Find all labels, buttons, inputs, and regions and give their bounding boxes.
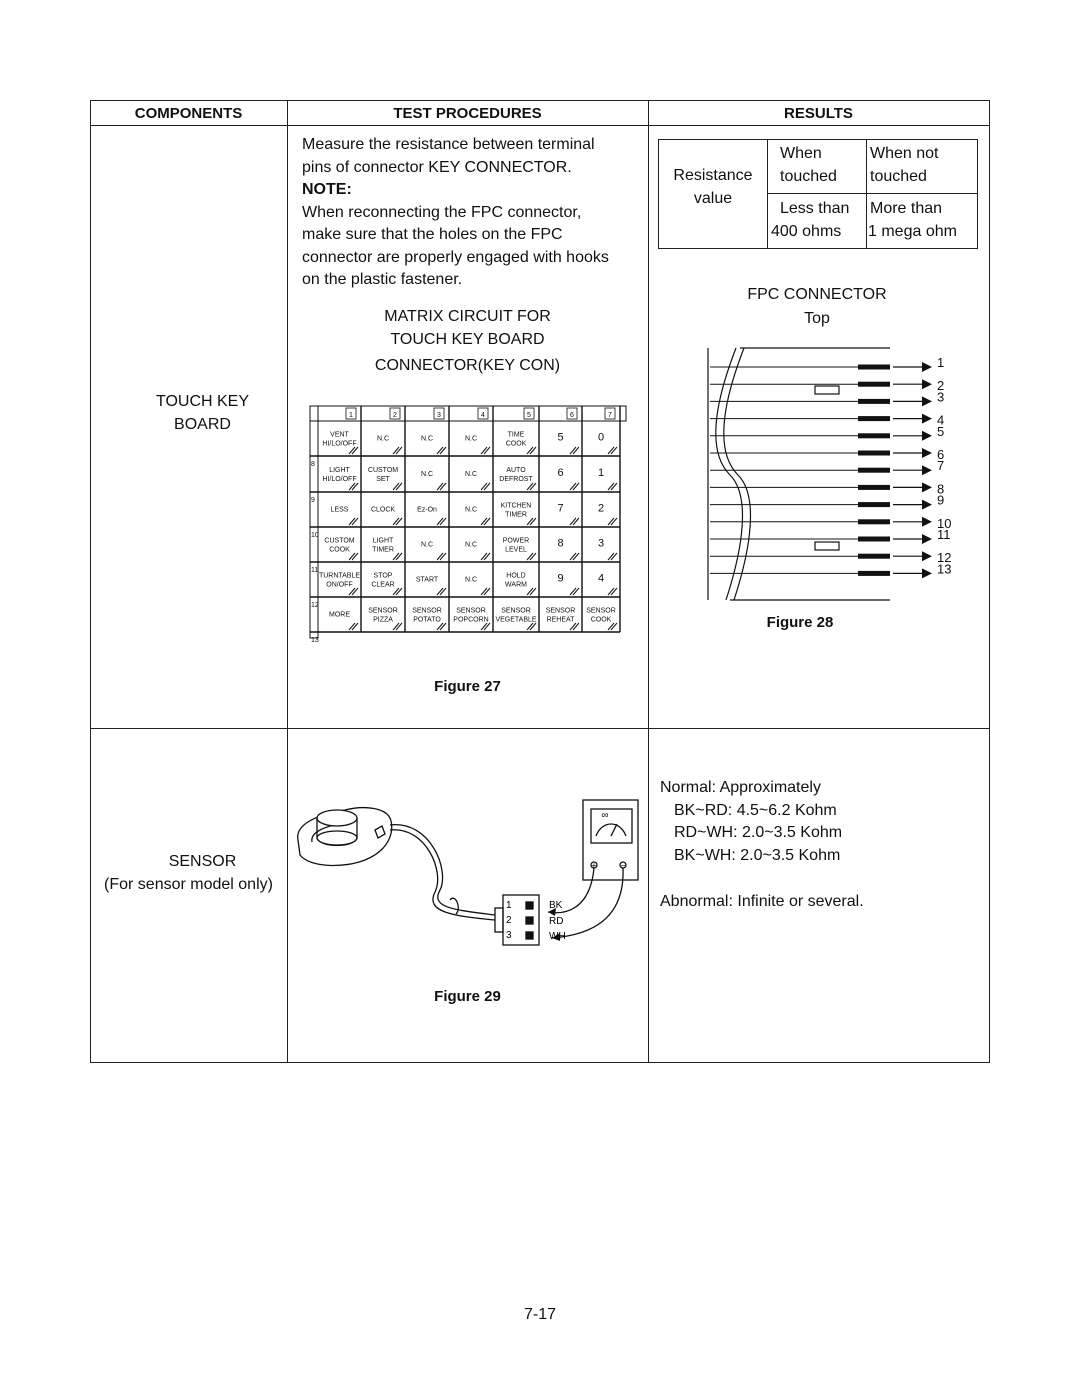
matrix-key-label: HOLD — [506, 572, 526, 580]
matrix-key-label: CUSTOM — [324, 537, 355, 545]
fpc-pin-number: 5 — [937, 423, 945, 439]
fpc-pin-arrowhead — [922, 534, 932, 544]
header-results: RESULTS — [784, 105, 853, 122]
fpc-pin-arrowhead — [922, 448, 932, 458]
fpc-contact — [858, 416, 890, 421]
matrix-key-label: Ez-On — [417, 506, 437, 514]
matrix-row-number: 12 — [311, 602, 319, 609]
matrix-col-number: 5 — [527, 412, 531, 419]
matrix-key-label: N.C — [464, 471, 478, 478]
matrix-key-label: WARM — [505, 581, 527, 589]
fpc-pin-arrowhead — [922, 482, 932, 492]
matrix-key-label: TIME — [507, 431, 525, 439]
fpc-pin-number: 13 — [937, 561, 952, 577]
svg-text:+: + — [591, 861, 597, 870]
touched-value — [771, 198, 867, 243]
matrix-key-label: N.C — [464, 576, 478, 584]
switch-mark — [570, 447, 576, 454]
table-bottom-border — [90, 1062, 990, 1063]
switch-mark — [527, 483, 533, 490]
fpc-pin-arrowhead — [922, 379, 932, 389]
fpc-contact — [858, 365, 890, 370]
page-number: 7-17 — [523, 1306, 557, 1323]
switch-mark — [437, 447, 443, 454]
fpc-contact — [858, 485, 890, 490]
switch-mark — [611, 447, 617, 454]
switch-mark — [527, 553, 533, 560]
switch-mark — [481, 623, 487, 630]
matrix-key-label: CLOCK — [370, 506, 396, 514]
table-right-border — [989, 100, 990, 1063]
switch-mark — [484, 447, 490, 454]
component-line: SENSOR — [168, 853, 237, 870]
matrix-key-label: SET — [376, 476, 390, 483]
header-line: touched — [780, 167, 837, 185]
when-touched-header — [780, 143, 866, 188]
component-line: (For sensor model only) — [104, 875, 273, 893]
component-sensor — [90, 851, 287, 896]
matrix-key-label: LEVEL — [505, 546, 527, 554]
switch-mark — [611, 588, 617, 595]
switch-mark — [570, 623, 576, 630]
matrix-key-label: N.C — [420, 435, 434, 443]
switch-mark — [349, 483, 355, 490]
abnormal-result: Abnormal: Infinite or several. — [660, 893, 864, 910]
matrix-col-number: 4 — [481, 412, 485, 419]
fpc-pin-arrowhead — [922, 517, 932, 527]
matrix-key-label: SENSOR — [501, 607, 531, 615]
fpc-pin-number: 9 — [937, 492, 945, 508]
value-line: 1 mega ohm — [868, 222, 957, 240]
matrix-key-label: N.C — [464, 506, 478, 514]
matrix-row-number: 11 — [311, 567, 319, 574]
when-not-touched-header — [870, 143, 976, 188]
fpc-title: FPC CONNECTOR — [747, 286, 887, 303]
matrix-row-number: 8 — [311, 461, 315, 468]
matrix-key-label: MORE — [329, 611, 350, 619]
switch-mark — [349, 588, 355, 595]
result-line: Normal: Approximately — [660, 779, 821, 796]
matrix-key-label: ON/OFF — [326, 581, 353, 589]
resistance-label — [659, 165, 767, 210]
switch-mark — [611, 483, 617, 490]
matrix-key-label: SENSOR — [412, 607, 442, 615]
switch-mark — [527, 447, 533, 454]
switch-mark — [352, 447, 358, 454]
matrix-key-label: N.C — [464, 435, 478, 443]
fpc-pin-arrowhead — [922, 551, 932, 561]
fpc-contact — [858, 382, 890, 387]
procedure-text — [302, 134, 647, 292]
matrix-key-label: SENSOR — [368, 607, 398, 615]
matrix-key-label: N.C — [420, 541, 434, 549]
matrix-key-label: COOK — [329, 546, 350, 554]
matrix-title-line: TOUCH KEY BOARD — [390, 330, 545, 348]
matrix-key-label: KITCHEN — [500, 502, 532, 510]
result-line: RD~WH: 2.0~3.5 Kohm — [674, 824, 843, 841]
switch-mark — [608, 447, 614, 454]
procedure-line: Measure the resistance between terminal — [302, 136, 595, 153]
matrix-key-label: 9 — [557, 572, 564, 585]
result-line: BK~RD: 4.5~6.2 Kohm — [674, 801, 837, 819]
value-line: Less than — [780, 200, 850, 217]
fpc-contact — [858, 451, 890, 456]
switch-mark — [611, 518, 617, 525]
value-line: More than — [870, 200, 943, 217]
switch-mark — [437, 588, 443, 595]
fpc-connector-diagram — [700, 345, 970, 605]
matrix-col-number: 2 — [393, 412, 397, 419]
switch-mark — [396, 447, 402, 454]
switch-mark — [611, 623, 617, 630]
fpc-contact — [858, 537, 890, 542]
switch-mark — [573, 623, 579, 630]
fpc-pin-number: 1 — [937, 355, 945, 370]
matrix-key-label: POTATO — [413, 616, 441, 624]
fpc-pin-arrowhead — [922, 414, 932, 424]
header-components: COMPONENTS — [134, 105, 243, 122]
connector-pin-3: 3 — [506, 930, 512, 941]
switch-mark — [393, 623, 399, 630]
switch-mark — [396, 553, 402, 560]
fpc-pin-number: 12 — [937, 550, 952, 566]
note-line: When reconnecting the FPC connector, — [302, 203, 582, 221]
fpc-contact — [858, 554, 890, 559]
note-line: connector are properly engaged with hooks — [302, 248, 609, 266]
matrix-key-label: HI/LO/OFF — [322, 440, 357, 448]
switch-mark — [608, 623, 614, 630]
switch-mark — [530, 447, 536, 454]
switch-mark — [352, 518, 358, 525]
fpc-pin-arrowhead — [922, 396, 932, 406]
wire-color-rd: RD — [549, 916, 564, 927]
switch-mark — [530, 623, 536, 630]
matrix-key-label: N.C — [464, 541, 478, 549]
matrix-key-label: 1 — [597, 467, 605, 479]
fpc-pin-number: 11 — [937, 527, 951, 542]
switch-mark — [349, 518, 355, 525]
switch-mark — [352, 588, 358, 595]
matrix-key-label: DEFROST — [499, 476, 533, 483]
switch-mark — [437, 483, 443, 490]
header-line: When — [780, 145, 822, 162]
matrix-key-label: TIMER — [372, 546, 394, 554]
switch-mark — [440, 518, 446, 525]
switch-mark — [393, 588, 399, 595]
switch-mark — [573, 483, 579, 490]
component-touch-key-board — [90, 391, 315, 436]
matrix-row-number: 9 — [311, 497, 315, 504]
fpc-pin-arrowhead — [922, 568, 932, 578]
switch-mark — [570, 518, 576, 525]
header-line: When not — [870, 145, 939, 162]
sensor-results — [660, 777, 985, 914]
fpc-contact — [858, 433, 890, 438]
figure-28-caption: Figure 28 — [766, 614, 834, 631]
switch-mark — [440, 447, 446, 454]
switch-mark — [570, 553, 576, 560]
switch-mark — [349, 447, 355, 454]
matrix-key-label: COOK — [505, 440, 527, 448]
matrix-key-label: SENSOR — [456, 607, 486, 615]
switch-mark — [440, 588, 446, 595]
fpc-pin-number: 10 — [937, 515, 952, 531]
switch-mark — [573, 553, 579, 560]
switch-mark — [527, 623, 533, 630]
row-divider — [90, 728, 990, 729]
fpc-pin-arrowhead — [922, 465, 932, 475]
switch-mark — [393, 553, 399, 560]
fpc-pin-arrowhead — [922, 500, 932, 510]
component-line: TOUCH KEY — [155, 393, 250, 410]
switch-mark — [608, 553, 614, 560]
note-label: NOTE: — [302, 181, 352, 198]
switch-mark — [570, 483, 576, 490]
switch-mark — [440, 623, 446, 630]
component-line: BOARD — [174, 415, 231, 433]
matrix-key-label: CUSTOM — [367, 467, 399, 474]
switch-mark — [608, 518, 614, 525]
wire-color-bk: BK — [549, 900, 563, 911]
matrix-key-label: VENT — [330, 431, 349, 439]
matrix-key-label: SENSOR — [586, 607, 616, 615]
matrix-key-label: TIMER — [505, 511, 527, 519]
switch-mark — [481, 447, 487, 454]
note-line: make sure that the holes on the FPC — [302, 226, 563, 243]
procedure-line: pins of connector KEY CONNECTOR. — [302, 158, 572, 176]
switch-mark — [530, 553, 536, 560]
switch-mark — [484, 553, 490, 560]
switch-mark — [527, 588, 533, 595]
fpc-top-label: Top — [804, 309, 830, 327]
switch-mark — [393, 518, 399, 525]
matrix-key-label: 4 — [597, 572, 605, 585]
label-line: value — [693, 189, 733, 207]
switch-mark — [352, 483, 358, 490]
connector-pin-1: 1 — [506, 900, 512, 911]
switch-mark — [440, 553, 446, 560]
matrix-col-number: 7 — [608, 412, 612, 419]
matrix-row-number: 13 — [311, 637, 319, 644]
matrix-key-label: HI/LO/OFF — [322, 476, 357, 483]
matrix-key-label: N.C — [420, 471, 434, 478]
switch-mark — [573, 588, 579, 595]
matrix-col-number: 1 — [349, 412, 353, 419]
matrix-key-label: START — [415, 576, 439, 584]
switch-mark — [484, 483, 490, 490]
switch-mark — [573, 518, 579, 525]
matrix-key-label: AUTO — [506, 467, 526, 474]
note-line: on the plastic fastener. — [302, 271, 463, 288]
matrix-title — [287, 306, 648, 378]
matrix-key-label: 0 — [597, 431, 605, 444]
label-line: Resistance — [673, 167, 753, 184]
resistance-results-table — [658, 139, 978, 249]
switch-mark — [396, 588, 402, 595]
fpc-contact — [858, 519, 890, 524]
switch-mark — [611, 553, 617, 560]
switch-mark — [530, 588, 536, 595]
sensor-test-diagram — [290, 790, 645, 960]
switch-mark — [481, 553, 487, 560]
switch-mark — [527, 518, 533, 525]
switch-mark — [352, 623, 358, 630]
switch-mark — [484, 518, 490, 525]
matrix-key-label: LIGHT — [372, 537, 394, 545]
switch-mark — [530, 518, 536, 525]
switch-mark — [396, 483, 402, 490]
switch-mark — [481, 588, 487, 595]
switch-mark — [437, 623, 443, 630]
matrix-key-label: SENSOR — [545, 607, 576, 615]
switch-mark — [396, 623, 402, 630]
switch-mark — [570, 588, 576, 595]
matrix-key-label: PIZZA — [373, 616, 393, 624]
table-top-border — [90, 100, 990, 101]
switch-mark — [481, 483, 487, 490]
header-bottom-border — [90, 125, 990, 126]
not-touched-value — [868, 198, 978, 243]
matrix-circuit-diagram — [304, 400, 634, 645]
matrix-key-label: 2 — [597, 502, 605, 515]
matrix-key-label: STOP — [373, 572, 393, 580]
switch-mark — [484, 588, 490, 595]
fpc-pin-number: 6 — [937, 447, 945, 462]
svg-text:−: − — [620, 861, 626, 870]
matrix-key-label: LIGHT — [329, 467, 350, 474]
matrix-key-label: POPCORN — [453, 616, 489, 624]
matrix-key-label: N.C — [376, 435, 390, 443]
fpc-contact — [858, 502, 890, 507]
figure-27-caption: Figure 27 — [434, 678, 501, 695]
matrix-key-label: COOK — [590, 616, 612, 624]
fpc-contact — [858, 399, 890, 404]
fpc-pin-arrowhead — [922, 362, 932, 372]
switch-mark — [352, 553, 358, 560]
switch-mark — [349, 623, 355, 630]
switch-mark — [393, 447, 399, 454]
matrix-key-label: REHEAT — [546, 616, 575, 624]
column-divider-2 — [648, 100, 649, 1063]
switch-mark — [440, 483, 446, 490]
matrix-title-line: MATRIX CIRCUIT FOR — [384, 308, 551, 325]
figure-29-caption: Figure 29 — [434, 988, 501, 1005]
matrix-key-label: CLEAR — [371, 581, 395, 589]
connector-pin-2: 2 — [506, 915, 512, 926]
switch-mark — [396, 518, 402, 525]
switch-mark — [484, 623, 490, 630]
matrix-title-line: CONNECTOR(KEY CON) — [374, 357, 561, 374]
wire-color-wh: WH — [549, 931, 566, 942]
matrix-key-label: 3 — [597, 537, 605, 550]
fpc-pin-number: 4 — [937, 412, 945, 428]
matrix-key-label: 5 — [557, 431, 564, 444]
switch-mark — [437, 553, 443, 560]
fpc-pin-number: 3 — [937, 389, 945, 405]
column-divider-1 — [287, 100, 288, 1063]
matrix-key-label: LESS — [330, 506, 349, 514]
switch-mark — [393, 483, 399, 490]
matrix-key-label: 7 — [557, 502, 564, 515]
matrix-col-number: 6 — [570, 412, 574, 419]
switch-mark — [573, 447, 579, 454]
matrix-key-label: POWER — [502, 537, 530, 545]
value-line: 400 ohms — [771, 222, 842, 240]
fpc-pin-number: 8 — [937, 481, 945, 497]
fpc-pin-arrowhead — [922, 431, 932, 441]
fpc-contact — [858, 468, 890, 473]
switch-mark — [530, 483, 536, 490]
header-line: touched — [870, 167, 927, 185]
fpc-connector-title — [648, 284, 986, 330]
switch-mark — [437, 518, 443, 525]
table-left-border — [90, 100, 91, 1063]
matrix-row-number: 10 — [311, 532, 319, 539]
switch-mark — [608, 483, 614, 490]
result-line: BK~WH: 2.0~3.5 Kohm — [674, 846, 841, 864]
switch-mark — [481, 518, 487, 525]
fpc-pin-number: 2 — [937, 378, 945, 394]
matrix-key-label: 8 — [557, 537, 564, 550]
matrix-key-label: 6 — [557, 467, 564, 479]
header-test-procedures: TEST PROCEDURES — [393, 105, 542, 122]
switch-mark — [608, 588, 614, 595]
fpc-pin-number: 7 — [937, 458, 945, 474]
matrix-key-label: TURNTABLE — [318, 572, 361, 580]
matrix-key-label: VEGETABLE — [495, 616, 537, 624]
switch-mark — [349, 553, 355, 560]
svg-text:∞: ∞ — [601, 810, 609, 821]
fpc-contact — [858, 571, 890, 576]
matrix-col-number: 3 — [437, 412, 441, 419]
